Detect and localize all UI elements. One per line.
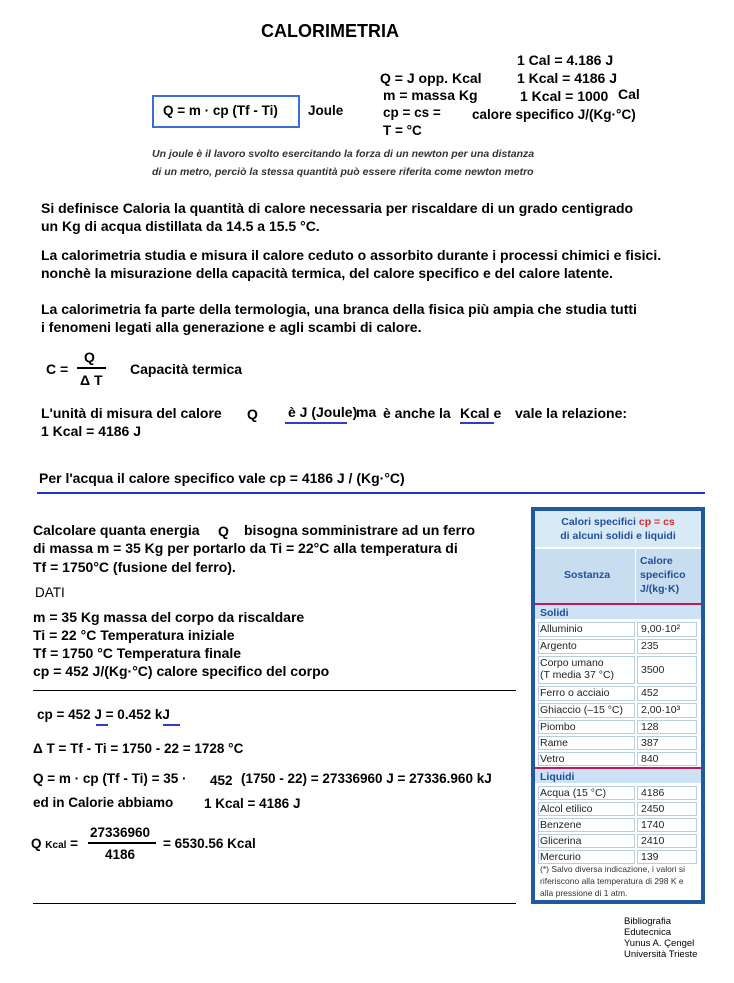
qkcal-fraction-bar xyxy=(88,842,156,844)
calorie-definition-line-2: un Kg di acqua distillata da 14.5 a 15.5 °C. xyxy=(41,218,320,234)
table-row: Alluminio 9,00·10² xyxy=(535,621,701,638)
q-calc-result: (1750 - 22) = 27336960 J = 27336.960 kJ xyxy=(241,771,492,786)
joule-note-line-1: Un joule è il lavoro svolto esercitando la forza di un newton per una distanza xyxy=(152,148,535,160)
unit-text-ma: ma xyxy=(356,404,377,420)
joule-label: Joule xyxy=(308,103,344,118)
table-row: Glicerina 2410 xyxy=(535,833,701,849)
mass-definition: m = massa Kg xyxy=(383,87,478,103)
qkcal-subscript: Kcal xyxy=(45,840,67,851)
table-title: Calori specifici cp = cs di alcuni solidi e liquidi xyxy=(535,511,701,547)
page-title: CALORIMETRIA xyxy=(261,21,399,41)
capacity-lhs: C = xyxy=(46,361,69,377)
bibliography-source-1: Edutecnica xyxy=(624,927,672,938)
kj-underline xyxy=(163,724,180,726)
calories-intro: ed in Calorie abbiamo xyxy=(33,795,174,810)
data-mass: m = 35 Kg massa del corpo da riscaldare xyxy=(33,609,305,625)
cal-joule-relation: 1 Cal = 4.186 J xyxy=(517,52,614,68)
calorie-definition-line-1: Si definisce Caloria la quantità di calore necessaria per riscaldare di un grado centigrado xyxy=(41,200,634,216)
table-row: Piombo 128 xyxy=(535,719,701,735)
heat-formula: Q = m · cp (Tf - Ti) xyxy=(163,103,278,118)
bibliography-source-3: Università Trieste xyxy=(624,949,698,960)
table-row: Mercurio 139 xyxy=(535,849,701,865)
table-row: Ghiaccio (–15 °C) 2,00·10³ xyxy=(535,702,701,719)
table-row: Alcol etilico 2450 xyxy=(535,801,701,817)
data-title: DATI xyxy=(35,585,65,600)
qkcal-result: = 6530.56 Kcal xyxy=(163,836,256,851)
solution-divider xyxy=(33,903,516,904)
kcal-cal-relation: 1 Kcal = 1000 xyxy=(520,88,609,104)
water-specific-heat: Per l'acqua il calore specifico vale cp = 4186 J / (Kg·°C) xyxy=(39,470,405,486)
cp-conversion: cp = 452 J = 0.452 kJ xyxy=(37,707,170,722)
cp-description: calore specifico J/(Kg·°C) xyxy=(472,107,636,122)
unit-text-kcal: Kcal e xyxy=(460,405,502,421)
joule-note-line-2: di un metro, perciò la stessa quantità può essere riferita come newton metro xyxy=(152,166,534,178)
thermology-paragraph-line-1: La calorimetria fa parte della termologia, una branca della fisica più ampia che studia tutti xyxy=(41,301,637,317)
capacity-numerator: Q xyxy=(84,349,95,365)
qkcal-numerator: 27336960 xyxy=(90,825,151,840)
capacity-denominator: Δ T xyxy=(80,372,103,388)
delta-t-calculation: Δ T = Tf - Ti = 1750 - 22 = 1728 °C xyxy=(33,741,244,756)
specific-heat-table xyxy=(531,507,705,904)
kcal-joule-relation: 1 Kcal = 4186 J xyxy=(517,70,618,86)
table-footnote: (*) Salvo diversa indicazione, i valori si riferiscono alla temperatura di 298 K e alla pressione di 1 atm. xyxy=(540,864,686,898)
problem-line-3: Tf = 1750°C (fusione del ferro). xyxy=(33,559,236,575)
problem-line-1a: Calcolare quanta energia xyxy=(33,522,200,538)
bibliography xyxy=(624,916,697,960)
cp-definition: cp = cs = xyxy=(383,105,441,120)
problem-line-2: di massa m = 35 Kg per portarlo da Ti = 22°C alla temperatura di xyxy=(33,540,458,556)
bibliography-heading: Bibliografia xyxy=(624,916,671,927)
qkcal-denominator: 4186 xyxy=(105,847,136,862)
data-specific-heat: cp = 452 J/(Kg·°C) calore specifico del corpo xyxy=(33,663,330,679)
unit-text-q: Q xyxy=(247,406,258,422)
table-row: Corpo umano (T media 37 °C) 3500 xyxy=(535,655,701,685)
data-initial-temp: Ti = 22 °C Temperatura iniziale xyxy=(33,627,235,643)
capacity-fraction-bar xyxy=(77,367,106,369)
unit-text-joule: è J (Joule) xyxy=(288,404,358,420)
q-unit: Q = J opp. Kcal xyxy=(380,70,482,86)
calorimetry-paragraph-line-2: nonchè la misurazione della capacità termica, del calore specifico e del calore latente. xyxy=(41,265,613,281)
kcal-relation: 1 Kcal = 4186 J xyxy=(41,423,142,439)
table-row: Ferro o acciaio 452 xyxy=(535,685,701,702)
temperature-definition: T = °C xyxy=(383,123,422,138)
table-row: Vetro 840 xyxy=(535,751,701,767)
joule-underline xyxy=(285,422,347,424)
data-final-temp: Tf = 1750 °C Temperatura finale xyxy=(33,645,242,661)
table-row: Acqua (15 °C) 4186 xyxy=(535,785,701,801)
j-underline xyxy=(96,724,108,726)
thermology-paragraph-line-2: i fenomeni legati alla generazione e agli scambi di calore. xyxy=(41,319,422,335)
unit-text-a: L'unità di misura del calore xyxy=(41,405,222,421)
q-calc-a: Q = m · cp (Tf - Ti) = 35 · xyxy=(33,771,187,786)
bibliography-source-2: Yunus A. Çengel xyxy=(624,938,695,949)
capacity-label: Capacità termica xyxy=(130,361,243,377)
table-row: Argento 235 xyxy=(535,638,701,655)
table-row: Benzene 1740 xyxy=(535,817,701,833)
kcal-cal-unit: Cal xyxy=(618,86,640,102)
column-specific-heat: Calore specifico J/(kg·K) xyxy=(640,555,686,595)
table-row: Rame 387 xyxy=(535,735,701,751)
unit-text-also: è anche la xyxy=(383,405,451,421)
column-substance: Sostanza xyxy=(563,569,611,581)
q-calc-cp: 452 xyxy=(210,773,233,788)
problem-line-1b: bisogna somministrare ad un ferro xyxy=(244,522,476,538)
liquids-section: Liquidi xyxy=(535,767,701,783)
data-divider xyxy=(33,690,516,691)
kcal-underline xyxy=(460,422,494,424)
calorimetry-paragraph-line-1: La calorimetria studia e misura il calore ceduto o assorbito durante i processi chimici e fisici. xyxy=(41,247,662,263)
section-divider xyxy=(37,492,705,494)
qkcal-symbol: Q Kcal = xyxy=(31,836,79,851)
problem-line-1q: Q xyxy=(218,523,229,539)
calories-relation: 1 Kcal = 4186 J xyxy=(204,796,301,811)
unit-text-relation: vale la relazione: xyxy=(515,405,628,421)
table-header xyxy=(535,549,701,603)
solids-section: Solidi xyxy=(535,603,701,619)
